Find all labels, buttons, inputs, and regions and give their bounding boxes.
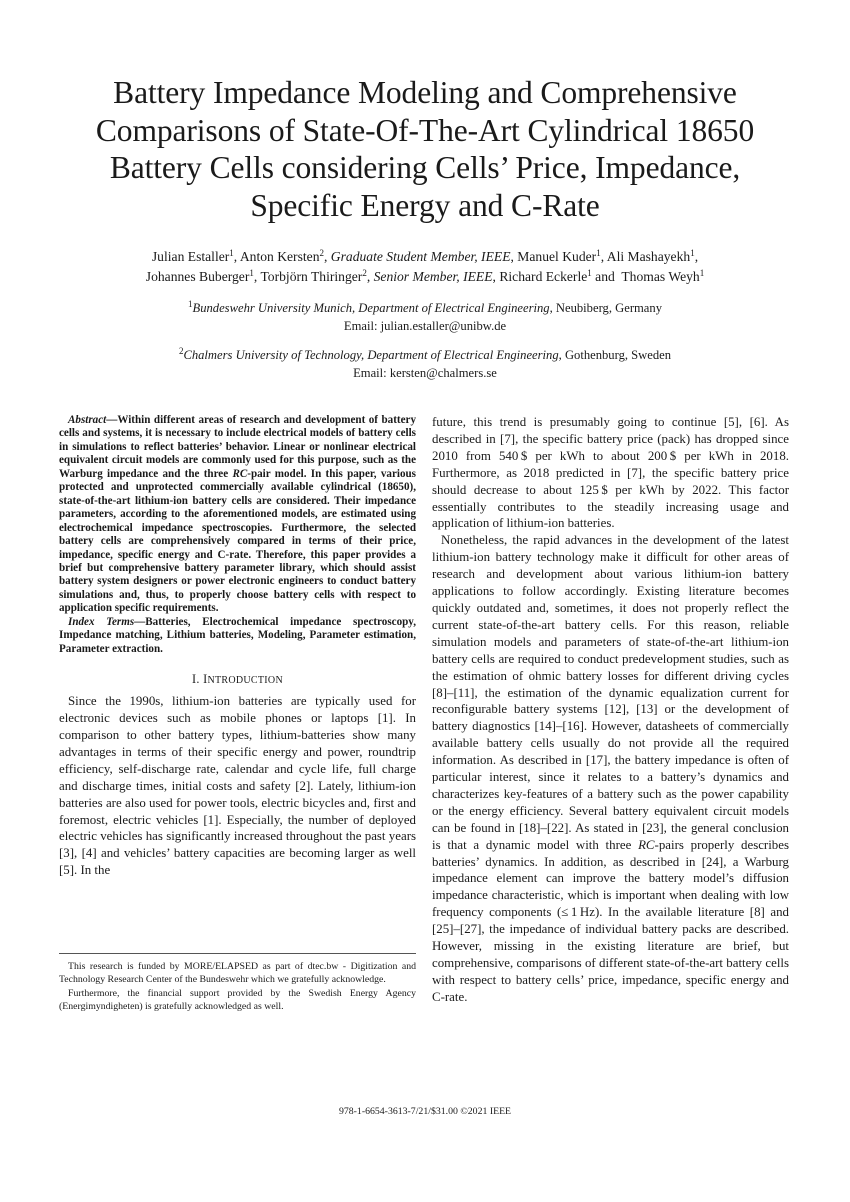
left-column [59,414,416,879]
paper-title [40,74,810,224]
section-heading-introduction: I. INTRODUCTION [192,672,283,687]
footnote-funding: This research is funded by MORE/ELAPSED as part of dtec.bw - Digitization and Technology Research Center of the Bundeswehr which we gratefully acknowledge. [59,961,416,986]
author-list [40,247,810,287]
affiliation-email: Email: julian.estaller@unibw.de [343,318,507,333]
author-name: Anton Kersten [239,249,320,264]
author-joiner: and [595,269,615,284]
title-line: Battery Impedance Modeling and Comprehensive [113,75,737,110]
title-line: Battery Cells considering Cells’ Price, Impedance, [109,150,741,185]
author-name: Torbjörn Thiringer [260,269,363,284]
affiliation-1: $^1$Bundeswehr University Munich, Department of Electrical Engineering, Neubiberg, Germany Email: julian.estaller@unibw.de [40,300,810,335]
intro-paragraph-2: Nonetheless, the rapid advances in the development of the latest lithium-ion battery technology make it difficult for other areas of research and development about various lithium-ion battery applications to follow accordingly. Existing literature becomes quickly outdated and, sometimes, it does not properly reflect the current state-of-the-art battery cells. For this reason, reliable simulation models and parameters of state-of-the-art lithium-ion battery cells are required to conduct predevelopment studies, such as the estimation of ohmic battery losses for different driving cycles [8]–[11], the estimation of the dynamic equalization current for reconfigurable battery systems [12], [13] or the development of battery diagnostics [14]–[16]. However, datasheets of commercially available battery cells usually do not provide all the required information. As described in [17], the battery impedance is often of particular interest, since it relates to a battery’s dynamics and characterizes key-features of a battery such as the power capability or the energy efficiency. Several battery equivalent circuit models can be found in [18]–[22]. As stated in [23], the general conclusion is that a dynamic model with three RC-pairs properly describes batteries’ dynamics. In addition, as described in [24], a Warburg impedance element can improve the battery model’s diffusion impedance characteristic, which is important when dealing with low frequency components (≤ 1 Hz). In the available literature [8] and [25]–[27], the impedance of individual battery packs are described. However, missing in the existing literature are brief, but comprehensive, comparisons of different state-of-the-art battery cells with respect to battery cells’ price, impedance, specific energy and C-rate. [432,533,789,1004]
author-name: Manuel Kuder [517,249,597,264]
intro-paragraph-1-continued: future, this trend is presumably going to continue [5], [6]. As described in [7], the specific battery price (pack) has dropped since 2010 from 540 $ per kWh to about 200 $ per kWh in 2018. Furthermore, as 2018 predicted in [7], the specific battery price should decrease to about 125 $ per kWh by 2022. This factor essentially contributes to the steadily increasing usage and application of lithium-ion batteries. [432,415,789,531]
affiliation-location: Neubiberg, Germany [555,301,662,315]
affiliation-institution: Chalmers University of Technology, Department of Electrical Engineering, [183,348,562,362]
footnote-acknowledgement: Furthermore, the financial support provided by the Swedish Energy Agency (Energimyndigheten) is gratefully acknowledged as well. [59,987,416,1012]
author-line-1: Julian Estaller$^1$, Anton Kersten$^2$, Graduate Student Member, IEEE, Manuel Kuder$^1$, Ali Mashayekh$^1$, [151,248,699,264]
index-terms: Index Terms—Batteries, Electrochemical impedance spectroscopy, Impedance matching, Lithium batteries, Modeling, Parameter estimation, Parameter extraction. [59,615,416,655]
author-name: Johannes Buberger [145,269,250,284]
footnote-divider [59,953,416,954]
affiliation-location: Gothenburg, Sweden [564,348,672,362]
abstract-label: Abstract [68,414,107,426]
title-line: Comparisons of State-Of-The-Art Cylindrical 18650 [95,112,755,148]
author-name: Ali Mashayekh [606,249,691,264]
author-role: Graduate Student Member, IEEE [330,249,511,264]
affiliation-2: $^2$Chalmers University of Technology, Department of Electrical Engineering, Gothenburg, Sweden Email: kersten@chalmers.se [40,347,810,382]
author-name: Thomas Weyh [621,269,700,284]
affiliation-institution: Bundeswehr University Munich, Department of Electrical Engineering, [192,301,553,315]
author-line-2: Johannes Buberger$^1$, Torbjörn Thiringer$^2$, Senior Member, IEEE, Richard Eckerle$^1$ and Thomas Weyh$^1$ [145,268,705,284]
copyright-notice: 978-1-6654-3613-7/21/$31.00 ©2021 IEEE [338,1106,512,1117]
index-terms-text: Batteries, Electrochemical impedance spectroscopy, Impedance matching, Lithium batteries, Modeling, Parameter estimation, Parameter extraction. [59,615,416,655]
title-line: Specific Energy and C-Rate [250,187,600,223]
right-column [432,414,789,1006]
affiliation-email: Email: kersten@chalmers.se [353,365,497,380]
author-name: Julian Estaller [151,249,230,264]
author-name: Richard Eckerle [499,269,588,284]
abstract: Abstract—Within different areas of research and development of battery cells and systems, it is necessary to include electrical models of battery cells in simulations to reflect batteries’ behavior. Linear or nonlinear electrical equivalent circuit models are commonly used for this purpose, such as the Warburg impedance and the three RC-pair model. In this paper, various protected and unprotected commercially available cylindrical (18650), state-of-the-art lithium-ion battery cells are considered. Their impedance parameters, according to the aforementioned models, are estimated using electrochemical impedance spectroscopies. Furthermore, the selected battery cells are comprehensively compared in terms of their price, impedance, specific energy and C-rate. Therefore, this paper provides a brief but comprehensive battery parameter library, which should assist battery system designers or power electronic engineers to conduct battery simulations and, thus, to properly choose battery cells with respect to application specific requirements. [59,414,416,615]
index-terms-label: Index Terms [68,615,135,628]
author-role: Senior Member, IEEE [373,269,493,284]
footnotes [59,960,416,1013]
abstract-text: Within different areas of research and development of battery cells and systems, it is necessary to include electrical models of battery cells in simulations to reflect batteries’ behavior. Linear or nonlinear electrical equivalent circuit models are commonly used for this purpose, such as the Warburg impedance and the three [59,414,416,480]
intro-paragraph-1: Since the 1990s, lithium-ion batteries are typically used for electronic devices such as mobile phones or laptops [1]. In comparison to other battery types, lithium-batteries show many advantages in terms of their specific energy and power, roundtrip efficiency, self-discharge rate, calendar and cycle life, full charge and discharge times, initial costs and safety [2]. Lately, lithium-ion batteries are also used for power tools, electric bicycles and, first and foremost, electric vehicles [1]. Especially, the number of deployed electric vehicles has significantly increased throughout the past years [3], [4] and vehicles’ battery capacities are becoming larger as well [5]. In the [59,694,416,878]
